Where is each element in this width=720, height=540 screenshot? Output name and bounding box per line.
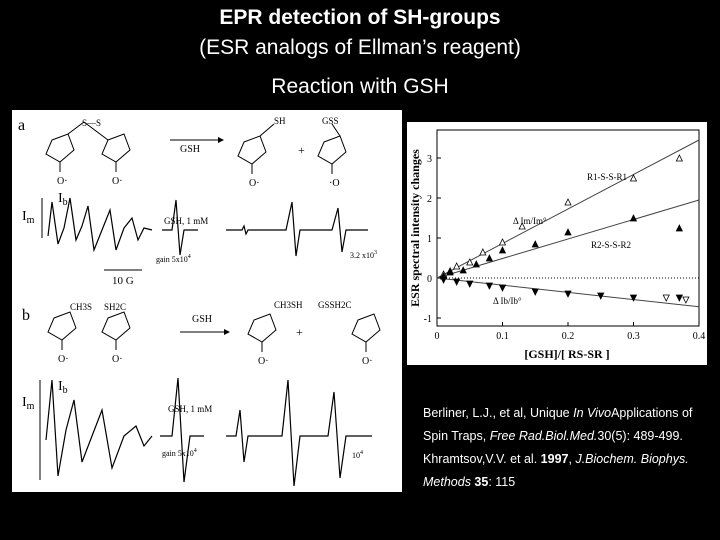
citation-berliner: Berliner, L.J., et al, Unique In VivoApplications of Spin Traps, Free Rad.Biol.Med.30(5): 489-499. xyxy=(423,406,693,443)
data-point xyxy=(500,285,506,291)
reaction-arrowhead xyxy=(224,329,230,335)
gsh-conc-a: GSH, 1 mM xyxy=(164,216,209,226)
x-tick-label: 0.4 xyxy=(692,331,706,342)
x-axis-label: [GSH]/[ RS-SR ] xyxy=(524,347,610,361)
data-point xyxy=(532,289,538,295)
x-tick-label: 0.2 xyxy=(561,331,575,342)
slide-subtitle: (ESR analogs of Ellman’s reagent) xyxy=(199,36,521,59)
oxygen-label: O· xyxy=(258,356,269,367)
spectrum-a-after xyxy=(226,202,368,256)
data-point xyxy=(683,297,689,303)
slide-heading: Reaction with GSH xyxy=(271,75,449,98)
data-point xyxy=(467,281,473,287)
data-point xyxy=(565,229,571,235)
oxygen-label: O· xyxy=(112,354,123,365)
data-point xyxy=(532,241,538,247)
data-point xyxy=(663,295,669,301)
oxygen-label: O· xyxy=(249,178,260,189)
x-tick-label: 0.1 xyxy=(496,331,509,342)
plus-sign: + xyxy=(296,325,303,339)
x-tick-label: 0 xyxy=(434,331,440,342)
fit-lines xyxy=(437,140,699,307)
data-point xyxy=(676,295,682,301)
gsh-conc-b: GSH, 1 mM xyxy=(168,404,213,414)
gain-a-right: 3.2 $x10^3$ xyxy=(350,250,377,260)
reaction-arrowhead xyxy=(218,137,224,143)
fit-line xyxy=(437,140,699,278)
y-tick-label: 1 xyxy=(427,234,432,245)
structure-mixed-disulfide-a xyxy=(318,124,346,174)
oxygen-label: O· xyxy=(112,176,123,187)
group-gss: GSS xyxy=(322,116,339,126)
ib-label-b: $I_b$ xyxy=(58,379,68,396)
data-point xyxy=(480,249,486,255)
titration-chart xyxy=(407,122,707,365)
im-label-a: $I_m$ xyxy=(22,209,35,226)
series-label-r1: R1-S-S-R1 xyxy=(587,172,628,182)
data-point xyxy=(565,291,571,297)
x-axis-ticks xyxy=(435,322,706,342)
citation-block xyxy=(423,402,715,494)
ib-label-a: $I_b$ xyxy=(58,191,68,208)
slide-title: EPR detection of SH-groups xyxy=(219,6,501,29)
spectrum-b-after xyxy=(226,380,372,486)
panel-a-label: a xyxy=(18,117,26,134)
gain-b-right: $10^4$ xyxy=(352,450,363,460)
gain-a: gain $5x10^4$ xyxy=(156,254,191,264)
annotation-dib: Δ Ib/Ib° xyxy=(493,296,522,306)
group-ss: S—S xyxy=(82,118,102,128)
citation-khramtsov: Khramtsov,V.V. et al. 1997, J.Biochem. Biophys. Methods 35: 115 xyxy=(423,452,689,489)
annotation-dim: Δ Im/Im° xyxy=(513,216,547,226)
panel-b-label: b xyxy=(22,307,30,324)
structure-thiol-b xyxy=(248,314,276,352)
data-point xyxy=(454,279,460,285)
data-points xyxy=(441,155,689,303)
oxygen-label: O· xyxy=(362,356,373,367)
im-label-b: $I_m$ xyxy=(22,395,35,412)
y-tick-label: -1 xyxy=(423,314,432,325)
arrow-gsh-b: GSH xyxy=(192,314,213,325)
group-gssh2c: GSSH2C xyxy=(318,300,352,310)
structure-disulfide-a xyxy=(46,122,130,172)
oxygen-label: ·O xyxy=(329,178,340,189)
data-point xyxy=(441,277,447,283)
data-point xyxy=(500,247,506,253)
group-ch3s: CH3S xyxy=(70,302,93,312)
group-sh2c: SH2C xyxy=(104,302,127,312)
data-point xyxy=(676,155,682,161)
spectrum-b-mid xyxy=(160,378,204,482)
data-point xyxy=(473,261,479,267)
group-ch3sh: CH3SH xyxy=(274,300,303,310)
data-point xyxy=(631,215,637,221)
structure-thiol-a xyxy=(238,124,274,174)
oxygen-label: O· xyxy=(57,176,68,187)
plus-sign: + xyxy=(298,143,305,157)
y-tick-label: 0 xyxy=(427,274,432,285)
y-axis-ticks xyxy=(424,154,441,325)
y-tick-label: 2 xyxy=(427,194,432,205)
structure-mixed-disulfide-b xyxy=(352,314,380,352)
x-tick-label: 0.3 xyxy=(627,331,640,342)
spectrum-a-mid xyxy=(162,200,198,255)
oxygen-label: O· xyxy=(58,354,69,365)
y-axis-label: ESR spectral intensity changes xyxy=(408,149,422,307)
data-point xyxy=(486,255,492,261)
gain-b: gain $5x10^4$ xyxy=(162,448,197,458)
data-point xyxy=(676,225,682,231)
data-point xyxy=(565,199,571,205)
series-label-r2: R2-S-S-R2 xyxy=(591,240,632,250)
epr-spectra-svg xyxy=(12,110,402,492)
data-point xyxy=(486,283,492,289)
scale-label: 10 G xyxy=(112,275,134,287)
epr-spectra-figure xyxy=(12,110,402,492)
titration-chart-svg xyxy=(407,122,707,365)
arrow-gsh-a: GSH xyxy=(180,144,201,155)
structure-disulfide-b xyxy=(48,312,130,350)
y-tick-label: 3 xyxy=(427,154,432,165)
group-sh: SH xyxy=(274,116,286,126)
